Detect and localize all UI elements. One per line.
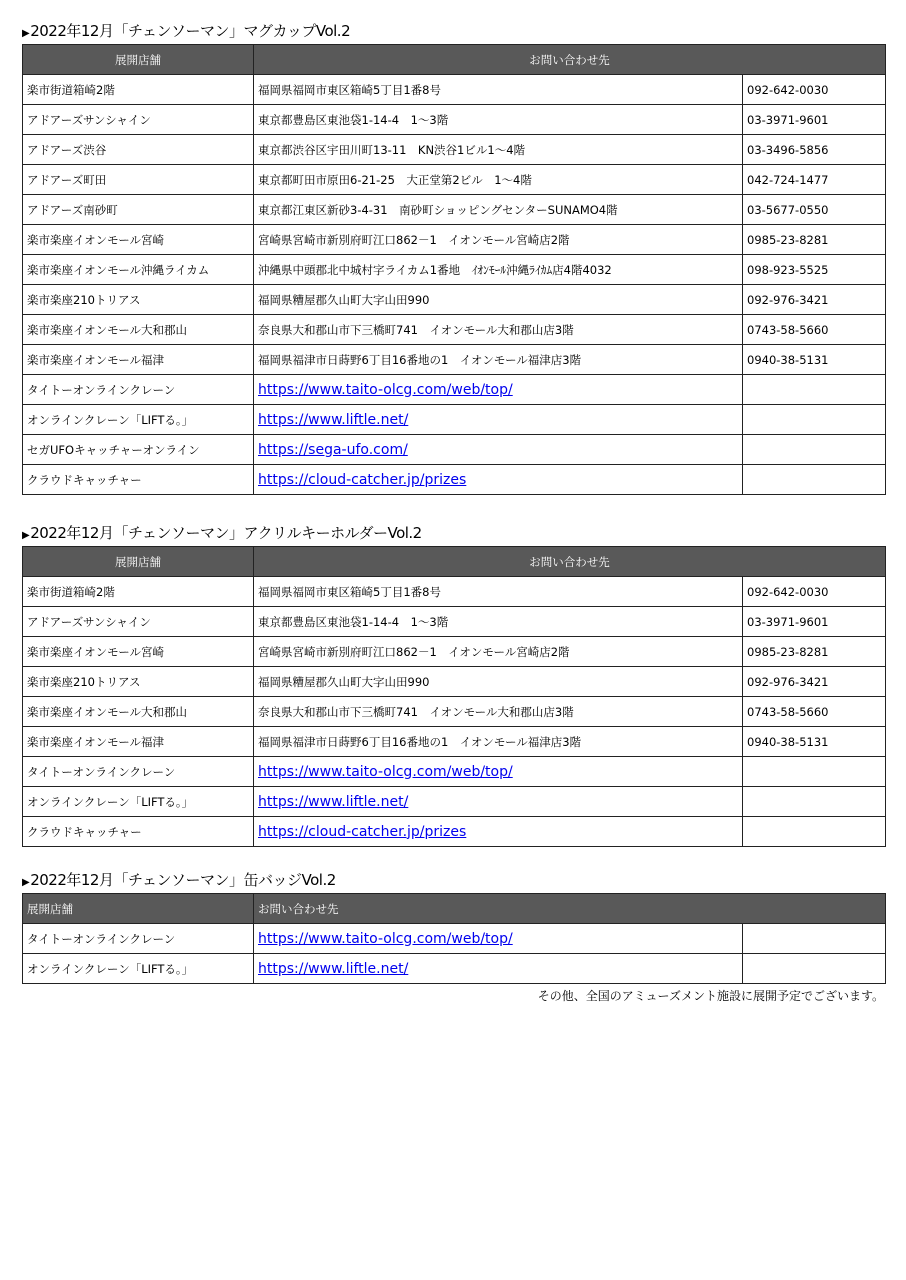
table-row — [23, 345, 886, 375]
header-contact: お問い合わせ先 — [254, 45, 886, 75]
table-row — [23, 787, 886, 817]
store-phone: 03-5677-0550 — [743, 195, 886, 225]
store-address: 東京都豊島区東池袋1-14-4 1～3階 — [254, 607, 743, 637]
store-url-link[interactable]: https://sega-ufo.com/ — [258, 441, 408, 458]
url-cell — [254, 435, 743, 465]
table-row — [23, 105, 886, 135]
table-row — [23, 405, 886, 435]
table-row — [23, 727, 886, 757]
table-row — [23, 165, 886, 195]
store-address: 福岡県福岡市東区箱崎5丁目1番8号 — [254, 75, 743, 105]
store-name: アドアーズサンシャイン — [23, 607, 254, 637]
table-row — [23, 757, 886, 787]
table-row — [23, 75, 886, 105]
store-name: クラウドキャッチャー — [23, 817, 254, 847]
table-row — [23, 315, 886, 345]
section-title-text: 2022年12月「チェンソーマン」缶バッジVol.2 — [30, 871, 336, 889]
store-phone: 0743-58-5660 — [743, 315, 886, 345]
store-name: タイトーオンラインクレーン — [23, 375, 254, 405]
phone-cell-empty — [743, 954, 886, 984]
url-cell — [254, 405, 743, 435]
table-row — [23, 697, 886, 727]
table-row — [23, 285, 886, 315]
store-address: 宮崎県宮崎市新別府町江口862－1 イオンモール宮崎店2階 — [254, 225, 743, 255]
store-address: 福岡県糟屋郡久山町大字山田990 — [254, 667, 743, 697]
store-address: 東京都町田市原田6-21-25 大正堂第2ビル 1～4階 — [254, 165, 743, 195]
store-name: オンラインクレーン「LIFTる。」 — [23, 954, 254, 984]
header-contact: お問い合わせ先 — [254, 894, 886, 924]
store-address: 東京都江東区新砂3-4-31 南砂町ショッピングセンターSUNAMO4階 — [254, 195, 743, 225]
triangle-bullet-icon: ▶ — [22, 530, 30, 541]
store-phone: 092-976-3421 — [743, 285, 886, 315]
store-address: 東京都渋谷区宇田川町13-11 KN渋谷1ビル1～4階 — [254, 135, 743, 165]
store-url-link[interactable]: https://www.liftle.net/ — [258, 960, 409, 977]
phone-cell-empty — [743, 787, 886, 817]
store-name: 楽市楽座イオンモール福津 — [23, 345, 254, 375]
store-phone: 0743-58-5660 — [743, 697, 886, 727]
store-name: 楽市街道箱崎2階 — [23, 75, 254, 105]
store-url-link[interactable]: https://cloud-catcher.jp/prizes — [258, 471, 467, 488]
store-phone: 03-3971-9601 — [743, 607, 886, 637]
store-name: 楽市楽座イオンモール福津 — [23, 727, 254, 757]
store-name: 楽市楽座イオンモール大和郡山 — [23, 697, 254, 727]
store-phone: 0985-23-8281 — [743, 225, 886, 255]
store-name: アドアーズ町田 — [23, 165, 254, 195]
phone-cell-empty — [743, 757, 886, 787]
table-row — [23, 577, 886, 607]
store-name: 楽市楽座イオンモール沖縄ライカム — [23, 255, 254, 285]
store-address: 沖縄県中頭郡北中城村字ライカム1番地 ｲｵﾝﾓｰﾙ沖縄ﾗｲｶﾑ店4階4032 — [254, 255, 743, 285]
section-title — [22, 20, 350, 41]
table-row — [23, 135, 886, 165]
store-address: 福岡県福岡市東区箱崎5丁目1番8号 — [254, 577, 743, 607]
table-row — [23, 607, 886, 637]
store-name: タイトーオンラインクレーン — [23, 757, 254, 787]
header-store: 展開店舗 — [23, 45, 254, 75]
phone-cell-empty — [743, 375, 886, 405]
store-address: 宮崎県宮崎市新別府町江口862－1 イオンモール宮崎店2階 — [254, 637, 743, 667]
section-title — [22, 869, 336, 890]
url-cell — [254, 465, 743, 495]
store-phone: 03-3496-5856 — [743, 135, 886, 165]
store-url-link[interactable]: https://cloud-catcher.jp/prizes — [258, 823, 467, 840]
store-phone: 0985-23-8281 — [743, 637, 886, 667]
store-address: 福岡県福津市日蒔野6丁目16番地の1 イオンモール福津店3階 — [254, 727, 743, 757]
store-phone: 0940-38-5131 — [743, 727, 886, 757]
store-table — [22, 546, 886, 847]
url-cell — [254, 375, 743, 405]
store-name: 楽市楽座イオンモール大和郡山 — [23, 315, 254, 345]
section-title — [22, 522, 422, 543]
footnote: その他、全国のアミューズメント施設に展開予定でございます。 — [537, 989, 884, 1003]
store-address: 福岡県糟屋郡久山町大字山田990 — [254, 285, 743, 315]
store-table — [22, 893, 886, 984]
store-phone: 092-976-3421 — [743, 667, 886, 697]
store-name: アドアーズ南砂町 — [23, 195, 254, 225]
store-url-link[interactable]: https://www.taito-olcg.com/web/top/ — [258, 763, 513, 780]
table-row — [23, 225, 886, 255]
store-address: 奈良県大和郡山市下三橋町741 イオンモール大和郡山店3階 — [254, 697, 743, 727]
store-url-link[interactable]: https://www.taito-olcg.com/web/top/ — [258, 930, 513, 947]
store-address: 奈良県大和郡山市下三橋町741 イオンモール大和郡山店3階 — [254, 315, 743, 345]
store-name: オンラインクレーン「LIFTる。」 — [23, 405, 254, 435]
header-store: 展開店舗 — [23, 547, 254, 577]
url-cell — [254, 817, 743, 847]
store-name: 楽市楽座イオンモール宮崎 — [23, 637, 254, 667]
store-phone: 0940-38-5131 — [743, 345, 886, 375]
section-title-text: 2022年12月「チェンソーマン」マグカップVol.2 — [30, 22, 351, 40]
store-table — [22, 44, 886, 495]
store-address: 福岡県福津市日蒔野6丁目16番地の1 イオンモール福津店3階 — [254, 345, 743, 375]
header-contact: お問い合わせ先 — [254, 547, 886, 577]
url-cell — [254, 954, 743, 984]
table-row — [23, 667, 886, 697]
table-row — [23, 375, 886, 405]
phone-cell-empty — [743, 405, 886, 435]
store-name: タイトーオンラインクレーン — [23, 924, 254, 954]
table-row — [23, 817, 886, 847]
store-phone: 092-642-0030 — [743, 577, 886, 607]
table-row — [23, 255, 886, 285]
store-phone: 042-724-1477 — [743, 165, 886, 195]
store-address: 東京都豊島区東池袋1-14-4 1～3階 — [254, 105, 743, 135]
store-name: アドアーズ渋谷 — [23, 135, 254, 165]
store-name: 楽市街道箱崎2階 — [23, 577, 254, 607]
header-row — [23, 547, 886, 577]
table-row — [23, 465, 886, 495]
store-name: クラウドキャッチャー — [23, 465, 254, 495]
url-cell — [254, 757, 743, 787]
phone-cell-empty — [743, 465, 886, 495]
phone-cell-empty — [743, 817, 886, 847]
store-name: 楽市楽座210トリアス — [23, 667, 254, 697]
header-row — [23, 45, 886, 75]
store-phone: 098-923-5525 — [743, 255, 886, 285]
store-name: セガUFOキャッチャーオンライン — [23, 435, 254, 465]
store-phone: 092-642-0030 — [743, 75, 886, 105]
phone-cell-empty — [743, 924, 886, 954]
url-cell — [254, 787, 743, 817]
store-url-link[interactable]: https://www.taito-olcg.com/web/top/ — [258, 381, 513, 398]
triangle-bullet-icon: ▶ — [22, 877, 30, 888]
table-row — [23, 195, 886, 225]
table-row — [23, 924, 886, 954]
store-name: アドアーズサンシャイン — [23, 105, 254, 135]
table-row — [23, 954, 886, 984]
store-phone: 03-3971-9601 — [743, 105, 886, 135]
store-name: オンラインクレーン「LIFTる。」 — [23, 787, 254, 817]
phone-cell-empty — [743, 435, 886, 465]
section-title-text: 2022年12月「チェンソーマン」アクリルキーホルダーVol.2 — [30, 524, 422, 542]
table-row — [23, 637, 886, 667]
store-url-link[interactable]: https://www.liftle.net/ — [258, 411, 409, 428]
store-name: 楽市楽座210トリアス — [23, 285, 254, 315]
header-row — [23, 894, 886, 924]
url-cell — [254, 924, 743, 954]
header-store: 展開店舗 — [23, 894, 254, 924]
triangle-bullet-icon: ▶ — [22, 28, 30, 39]
store-url-link[interactable]: https://www.liftle.net/ — [258, 793, 409, 810]
store-name: 楽市楽座イオンモール宮崎 — [23, 225, 254, 255]
table-row — [23, 435, 886, 465]
